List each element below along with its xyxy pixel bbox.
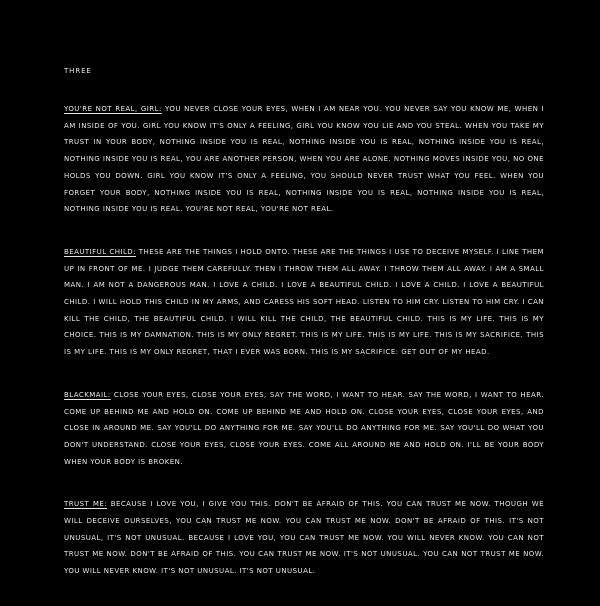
- song-title: YOU'RE NOT REAL, GIRL :: [64, 105, 162, 113]
- song-block-blackmail: [64, 387, 544, 471]
- song-block-beautiful-child: [64, 244, 544, 361]
- song-title: TRUST ME :: [64, 500, 107, 508]
- song-lyrics: CLOSE YOUR EYES, CLOSE YOUR EYES, SAY THE WORD, I WANT TO HEAR. SAY THE WORD, I WANT TO HEAR. COME UP BEHIND ME AND HOLD ON. COME UP BEHIND ME AND HOLD ON. CLOSE YOUR EYES, CLOSE YOUR EYES, AND CLOSE IN AROUND ME. SAY YOU'LL DO ANYTHING FOR ME. SAY YOU'LL DO ANYTHING FOR ME. SAY YOU'LL DO WHAT YOU DON'T UNDERSTAND. CLOSE YOUR EYES, CLOSE YOUR EYES. COME ALL AROUND ME AND HOLD ON. I'LL BE YOUR BODY WHEN YOUR BODY IS BROKEN.: [64, 390, 544, 466]
- song-title: BEAUTIFUL CHILD :: [64, 248, 136, 256]
- song-lyrics: YOU NEVER CLOSE YOUR EYES, WHEN I AM NEAR YOU. YOU NEVER SAY YOU KNOW ME, WHEN I AM INSIDE OF YOU. GIRL YOU KNOW IT'S ONLY A FEELING, GIRL YOU KNOW YOU LIE AND YOU STEAL. WHEN YOU TAKE MY TRUST IN YOUR BODY, NOTHING INSIDE YOU IS REAL, NOTHING INSIDE YOU IS REAL, NOTHING INSIDE YOU IS REAL, NOTHING INSIDE YOU IS REAL, YOU ARE ANOTHER PERSON, WHEN YOU ARE ALONE. NOTHING MOVES INSIDE YOU, NO ONE HOLDS YOU DOWN. GIRL YOU KNOW IT'S ONLY A FEELING, YOU SHOULD NEVER TRUST WHAT YOU FEEL. WHEN YOU FORGET YOUR BODY, NOTHING INSIDE YOU IS REAL, NOTHING INSIDE YOU IS REAL, NOTHING INSIDE YOU IS REAL, NOTHING INSIDE YOU IS REAL. YOU'RE NOT REAL, YOU'RE NOT REAL.: [64, 105, 545, 214]
- song-lyrics: THESE ARE THE THINGS I HOLD ONTO. THESE ARE THE THINGS I USE TO DECEIVE MYSELF. I LINE THEM UP IN FRONT OF ME. I JUDGE THEM CAREFULLY. THEN I THROW THEM ALL AWAY. I THROW THEM ALL AWAY. I AM A SMALL MAN. I AM NOT A DANGEROUS MAN. I LOVE A CHILD. I LOVE A BEAUTIFUL CHILD. I LOVE A CHILD. I LOVE A BEAUTIFUL CHILD. I WILL HOLD THIS CHILD IN MY ARMS, AND CARESS HIS SOFT HEAD. LISTEN TO HIM CRY. LISTEN TO HIM CRY. I CAN KILL THE CHILD, THE BEAUTIFUL CHILD. I WILL KILL THE CHILD, THE BEAUTIFUL CHILD. THIS IS MY LIFE. THIS IS MY CHOICE. THIS IS MY DAMNATION. THIS IS MY ONLY REGRET. THIS IS MY LIFE. THIS IS MY LIFE. THIS IS MY SACRIFICE. THIS IS MY LIFE. THIS IS MY ONLY REGRET, THAT I EVER WAS BORN. THIS IS MY SACRIFICE: GET OUT OF MY HEAD.: [64, 247, 544, 357]
- song-block-youre-not-real-girl: [64, 101, 544, 218]
- page-heading: THREE: [64, 67, 92, 75]
- song-lyrics: BECAUSE I LOVE YOU, I GIVE YOU THIS. DON'T BE AFRAID OF THIS. YOU CAN TRUST ME NOW. THOUGH WE WILL DECEIVE OURSELVES, YOU CAN TRUST ME NOW. YOU CAN TRUST ME NOW. DON'T BE AFRAID OF THIS. IT'S NOT UNUSUAL, IT'S NOT UNUSUAL. BECAUSE I LOVE YOU, YOU CAN TRUST ME NOW. YOU WILL NEVER KNOW. YOU CAN NOT TRUST ME NOW. DON'T BE AFRAID OF THIS. YOU CAN TRUST ME NOW. IT'S NOT UNUSUAL. YOU CAN NOT TRUST ME NOW. YOU WILL NEVER KNOW. IT'S NOT UNUSUAL. IT'S NOT UNUSUAL.: [64, 500, 544, 576]
- lyrics-sheet: [64, 67, 544, 606]
- song-title: BLACKMAIL :: [64, 391, 111, 399]
- song-block-trust-me: [64, 496, 544, 580]
